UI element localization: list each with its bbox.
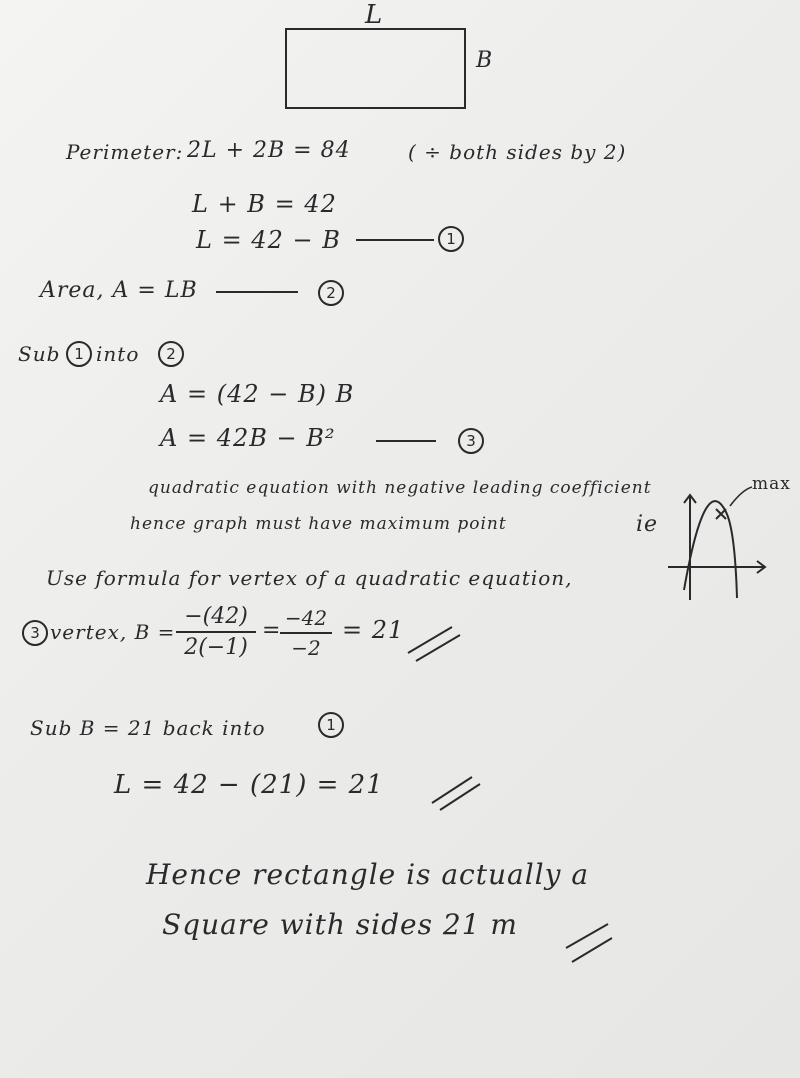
vertex-fraction-1 bbox=[176, 604, 256, 660]
rectangle-diagram bbox=[286, 29, 465, 108]
vertex-fraction-1-denominator: 2(−1) bbox=[184, 635, 248, 660]
sum-equation: L + B = 42 bbox=[192, 190, 337, 218]
vertex-fraction-1-numerator: −(42) bbox=[184, 604, 248, 629]
equation-leader-line bbox=[356, 239, 434, 241]
equation-1-tag: 1 bbox=[438, 226, 464, 252]
perimeter-label: Perimeter: bbox=[66, 140, 184, 164]
into-label: into bbox=[96, 342, 140, 366]
perimeter-note: ( ÷ both sides by 2) bbox=[408, 140, 627, 164]
vertex-fraction-2 bbox=[280, 606, 332, 660]
substitute-b-tag: 1 bbox=[318, 712, 344, 738]
area-expression-2: A = 42B − B² bbox=[160, 424, 336, 452]
vertex-fraction-2-numerator: −42 bbox=[284, 606, 328, 630]
sub-label: Sub bbox=[18, 342, 61, 366]
sub-tag-2: 2 bbox=[158, 341, 184, 367]
length-result: L = 42 − (21) = 21 bbox=[114, 770, 384, 800]
equation-leader-line bbox=[376, 440, 436, 442]
equation-2-tag: 2 bbox=[318, 280, 344, 306]
answer-mark-length bbox=[432, 777, 480, 810]
equation-3-tag: 3 bbox=[458, 428, 484, 454]
fraction-bar bbox=[176, 631, 256, 633]
equation-leader-line bbox=[216, 291, 298, 293]
quadratic-note-line-2: hence graph must have maximum point bbox=[130, 514, 507, 534]
vertex-formula-note: Use formula for vertex of a quadratic equation, bbox=[46, 566, 573, 590]
vertex-result: = 21 bbox=[342, 616, 405, 644]
l-equation: L = 42 − B bbox=[196, 226, 341, 254]
substitute-b-note: Sub B = 21 back into bbox=[30, 716, 266, 740]
answer-mark-square bbox=[566, 924, 612, 962]
diagram-breadth-label: B bbox=[476, 48, 494, 73]
answer-mark-vertex bbox=[408, 627, 460, 661]
vertex-tag: 3 bbox=[22, 620, 48, 646]
quadratic-note-line-1: quadratic equation with negative leading coefficient bbox=[148, 478, 652, 498]
equals-sign: = bbox=[262, 618, 282, 643]
sub-tag-1: 1 bbox=[66, 341, 92, 367]
ie-label: ie bbox=[636, 512, 659, 537]
parabola-graph bbox=[668, 487, 765, 600]
vertex-fraction-2-denominator: −2 bbox=[291, 636, 321, 660]
max-label: max bbox=[752, 474, 791, 494]
perimeter-equation: 2L + 2B = 84 bbox=[187, 138, 351, 163]
area-equation: Area, A = LB bbox=[40, 278, 198, 303]
diagram-length-label: L bbox=[365, 0, 384, 30]
fraction-bar bbox=[280, 632, 332, 634]
vertex-label: vertex, B = bbox=[50, 620, 176, 644]
conclusion-line-2: Square with sides 21 m bbox=[162, 908, 518, 941]
conclusion-line-1: Hence rectangle is actually a bbox=[146, 858, 590, 891]
area-expression-1: A = (42 − B) B bbox=[160, 380, 355, 408]
